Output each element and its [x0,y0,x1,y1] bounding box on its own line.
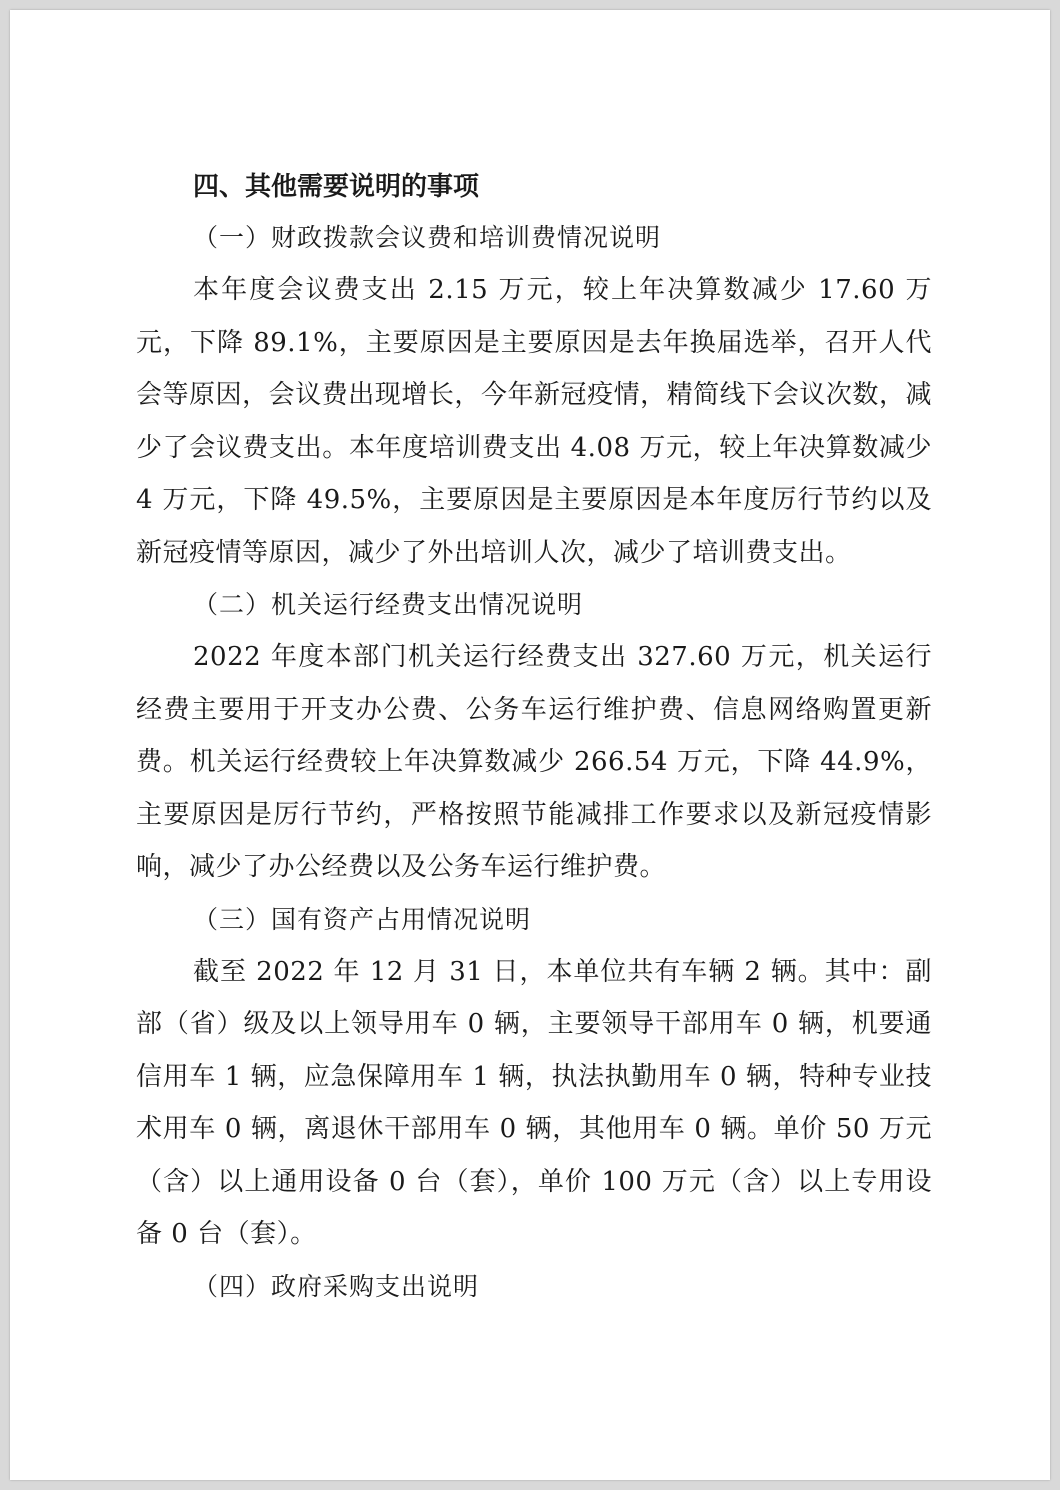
paragraph-meeting-training: 本年度会议费支出 2.15 万元，较上年决算数减少 17.60 万元，下降 89.1%，主要原因是主要原因是去年换届选举，召开人代会等原因，会议费出现增长，今年新冠疫情，精简线下会议次数，减少了会议费支出。本年度培训费支出 4.08 万元，较上年决算数减少 4 万元，下降 49.5%，主要原因是主要原因是本年度厉行节约以及新冠疫情等原因，减少了外出培训人次，减少了培训费支出。 [136,275,932,568]
subsection-title-operating-expenses: （二）机关运行经费支出情况说明 [193,590,584,619]
document-page [10,10,1050,1480]
section-heading: 四、其他需要说明的事项 [193,172,480,202]
paragraph-state-assets: 截至 2022 年 12 月 31 日，本单位共有车辆 2 辆。其中：副部（省）级及以上领导用车 0 辆，主要领导干部用车 0 辆，机要通信用车 1 辆，应急保障用车 1 辆，执法执勤用车 0 辆，特种专业技术用车 0 辆，离退休干部用车 0 辆，其他用车 0 辆。单价 50 万元（含）以上通用设备 0 台（套），单价 100 万元（含）以上专用设备 0 台（套）。 [136,956,932,1249]
document-body [136,162,932,1313]
subsection-title-procurement: （四）政府采购支出说明 [193,1271,480,1301]
subsection-title-state-assets: （三）国有资产占用情况说明 [193,904,532,934]
paragraph-operating-expenses: 2022 年度本部门机关运行经费支出 327.60 万元，机关运行经费主要用于开支办公费、公务车运行维护费、信息网络购置更新费。机关运行经费较上年决算数减少 266.54 万元，下降 44.9%，主要原因是厉行节约，严格按照节能减排工作要求以及新冠疫情影响，减少了办公经费以及公务车运行维护费。 [136,642,932,882]
subsection-title-meeting-training: （一）财政拨款会议费和培训费情况说明 [193,223,662,252]
